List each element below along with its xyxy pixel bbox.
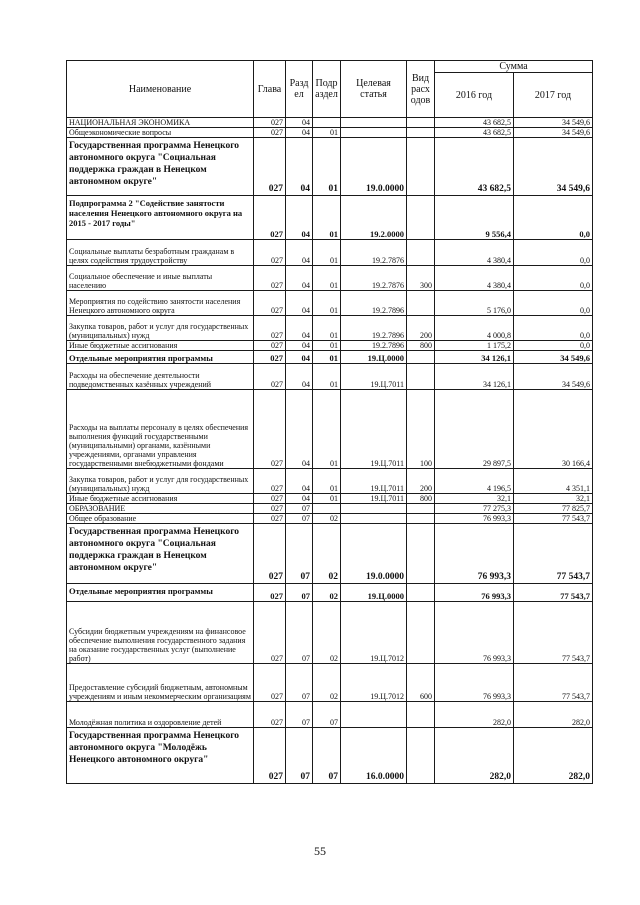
row-article: 19.2.7876	[341, 266, 407, 291]
row-2016: 1 175,2	[435, 341, 514, 351]
row-vid: 100	[407, 390, 435, 469]
row-glava: 027	[254, 196, 286, 240]
row-article	[341, 514, 407, 524]
row-article: 19.Ц.7011	[341, 364, 407, 390]
row-vid: 600	[407, 664, 435, 702]
row-article	[341, 504, 407, 514]
row-name: Закупка товаров, работ и услуг для государственных (муниципальных) нужд	[67, 469, 254, 494]
row-article: 19.2.7896	[341, 341, 407, 351]
row-podrazdel	[313, 504, 341, 514]
row-2017: 0,0	[514, 316, 593, 341]
row-glava: 027	[254, 390, 286, 469]
row-vid: 800	[407, 494, 435, 504]
row-2017: 77 825,7	[514, 504, 593, 514]
row-podrazdel: 01	[313, 469, 341, 494]
row-name: Отдельные мероприятия программы	[67, 351, 254, 364]
row-podrazdel: 01	[313, 390, 341, 469]
row-podrazdel: 01	[313, 291, 341, 316]
row-glava: 027	[254, 138, 286, 196]
row-2016: 4 196,5	[435, 469, 514, 494]
row-podrazdel: 01	[313, 364, 341, 390]
row-name: Мероприятия по содействию занятости населения Ненецкого автономного округа	[67, 291, 254, 316]
row-2016: 29 897,5	[435, 390, 514, 469]
row-article: 19.Ц.7012	[341, 602, 407, 664]
row-article: 19.2.7896	[341, 291, 407, 316]
table-row	[67, 728, 593, 784]
row-2016: 9 556,4	[435, 196, 514, 240]
row-vid	[407, 504, 435, 514]
row-razdel: 04	[286, 341, 313, 351]
row-glava: 027	[254, 664, 286, 702]
row-glava: 027	[254, 524, 286, 584]
row-2016: 5 176,0	[435, 291, 514, 316]
row-article: 19.Ц.0000	[341, 584, 407, 602]
row-2016: 77 275,3	[435, 504, 514, 514]
row-razdel: 04	[286, 118, 313, 128]
row-2016: 43 682,5	[435, 138, 514, 196]
header-razdel: Разд ел	[286, 61, 313, 118]
header-glava: Глава	[254, 61, 286, 118]
row-name: Расходы на обеспечение деятельности подведомственных казённых учреждений	[67, 364, 254, 390]
row-2017: 34 549,6	[514, 364, 593, 390]
row-name: Общее образование	[67, 514, 254, 524]
row-vid	[407, 602, 435, 664]
table-row	[67, 390, 593, 469]
row-2017: 77 543,7	[514, 524, 593, 584]
table-row	[67, 664, 593, 702]
row-article: 19.Ц.7011	[341, 390, 407, 469]
row-vid: 200	[407, 316, 435, 341]
table-row	[67, 138, 593, 196]
row-2017: 34 549,6	[514, 118, 593, 128]
row-2016: 4 380,4	[435, 266, 514, 291]
row-razdel: 04	[286, 291, 313, 316]
row-vid	[407, 702, 435, 728]
row-glava: 027	[254, 351, 286, 364]
row-glava: 027	[254, 602, 286, 664]
header-2017: 2017 год	[514, 73, 593, 118]
row-glava: 027	[254, 291, 286, 316]
row-name: ОБРАЗОВАНИЕ	[67, 504, 254, 514]
row-2017: 77 543,7	[514, 514, 593, 524]
row-glava: 027	[254, 341, 286, 351]
row-razdel: 04	[286, 196, 313, 240]
row-podrazdel: 02	[313, 524, 341, 584]
row-article: 19.0.0000	[341, 524, 407, 584]
row-name: Расходы на выплаты персоналу в целях обеспечения выполнения функций государственными (муниципальными) органами, казёнными учреждениями, органами управления государственными внебюджетными фондами	[67, 390, 254, 469]
row-podrazdel: 02	[313, 602, 341, 664]
row-name: Государственная программа Ненецкого автономного округа "Молодёжь Ненецкого автономного округа"	[67, 728, 254, 784]
row-razdel: 04	[286, 266, 313, 291]
row-razdel: 07	[286, 602, 313, 664]
row-name: Социальное обеспечение и иные выплаты населению	[67, 266, 254, 291]
row-vid	[407, 514, 435, 524]
row-podrazdel: 02	[313, 664, 341, 702]
row-glava: 027	[254, 316, 286, 341]
row-glava: 027	[254, 728, 286, 784]
table-row	[67, 524, 593, 584]
row-vid	[407, 351, 435, 364]
row-2017: 30 166,4	[514, 390, 593, 469]
row-2017: 282,0	[514, 728, 593, 784]
row-2017: 0,0	[514, 341, 593, 351]
row-vid	[407, 364, 435, 390]
row-podrazdel: 02	[313, 514, 341, 524]
row-2017: 32,1	[514, 494, 593, 504]
header-article: Целевая статья	[341, 61, 407, 118]
row-podrazdel: 07	[313, 702, 341, 728]
row-razdel: 07	[286, 728, 313, 784]
table-row	[67, 469, 593, 494]
row-razdel: 04	[286, 138, 313, 196]
row-2016: 34 126,1	[435, 364, 514, 390]
row-glava: 027	[254, 266, 286, 291]
row-razdel: 04	[286, 364, 313, 390]
row-podrazdel: 01	[313, 266, 341, 291]
row-2016: 282,0	[435, 728, 514, 784]
row-article: 19.Ц.0000	[341, 351, 407, 364]
row-2017: 0,0	[514, 291, 593, 316]
row-vid	[407, 138, 435, 196]
header-vid: Вид расх одов	[407, 61, 435, 118]
row-glava: 027	[254, 364, 286, 390]
row-name: Отдельные мероприятия программы	[67, 584, 254, 602]
row-2016: 43 682,5	[435, 128, 514, 138]
table-row	[67, 514, 593, 524]
row-razdel: 04	[286, 240, 313, 266]
row-razdel: 04	[286, 351, 313, 364]
row-name: Общеэкономические вопросы	[67, 128, 254, 138]
row-razdel: 07	[286, 524, 313, 584]
row-2016: 4 380,4	[435, 240, 514, 266]
table-row	[67, 118, 593, 128]
table-row	[67, 316, 593, 341]
row-razdel: 04	[286, 128, 313, 138]
row-podrazdel: 01	[313, 240, 341, 266]
row-name: Государственная программа Ненецкого автономного округа "Социальная поддержка граждан в Ненецком автономном округе"	[67, 524, 254, 584]
row-2016: 34 126,1	[435, 351, 514, 364]
table-row	[67, 602, 593, 664]
row-name: Молодёжная политика и оздоровление детей	[67, 702, 254, 728]
row-vid: 300	[407, 266, 435, 291]
row-razdel: 04	[286, 390, 313, 469]
row-name: НАЦИОНАЛЬНАЯ ЭКОНОМИКА	[67, 118, 254, 128]
row-podrazdel: 01	[313, 196, 341, 240]
row-article: 19.2.7896	[341, 316, 407, 341]
row-razdel: 07	[286, 504, 313, 514]
row-name: Субсидии бюджетным учреждениям на финансовое обеспечение выполнения государственного задания на оказание государственных услуг (выполнение работ)	[67, 602, 254, 664]
row-podrazdel: 07	[313, 728, 341, 784]
row-vid: 800	[407, 341, 435, 351]
row-article: 19.Ц.7011	[341, 469, 407, 494]
table-row	[67, 584, 593, 602]
row-article: 19.2.7876	[341, 240, 407, 266]
row-name: Иные бюджетные ассигнования	[67, 494, 254, 504]
row-article	[341, 118, 407, 128]
row-name: Иные бюджетные ассигнования	[67, 341, 254, 351]
row-vid	[407, 584, 435, 602]
table-row	[67, 364, 593, 390]
row-podrazdel: 01	[313, 138, 341, 196]
row-podrazdel: 01	[313, 494, 341, 504]
row-razdel: 07	[286, 584, 313, 602]
table-row	[67, 196, 593, 240]
row-podrazdel: 01	[313, 128, 341, 138]
row-vid	[407, 118, 435, 128]
row-vid	[407, 524, 435, 584]
row-razdel: 04	[286, 494, 313, 504]
row-podrazdel: 01	[313, 341, 341, 351]
row-article	[341, 128, 407, 138]
row-name: Предоставление субсидий бюджетным, автономным учреждениям и иным некоммерческим организациям	[67, 664, 254, 702]
row-podrazdel	[313, 118, 341, 128]
row-vid: 200	[407, 469, 435, 494]
header-sum: Сумма	[435, 61, 593, 73]
header-podrazdel: Подр аздел	[313, 61, 341, 118]
row-article: 19.Ц.7011	[341, 494, 407, 504]
row-vid	[407, 291, 435, 316]
table-body	[67, 118, 593, 784]
row-razdel: 07	[286, 514, 313, 524]
row-podrazdel: 02	[313, 584, 341, 602]
row-2017: 0,0	[514, 266, 593, 291]
row-name: Социальные выплаты безработным гражданам в целях содействия трудоустройству	[67, 240, 254, 266]
row-glava: 027	[254, 118, 286, 128]
header-2016: 2016 год	[435, 73, 514, 118]
table-row	[67, 504, 593, 514]
row-glava: 027	[254, 702, 286, 728]
row-2016: 32,1	[435, 494, 514, 504]
row-2017: 77 543,7	[514, 584, 593, 602]
row-glava: 027	[254, 240, 286, 266]
header-name: Наименование	[67, 61, 254, 118]
row-razdel: 04	[286, 316, 313, 341]
row-name: Закупка товаров, работ и услуг для государственных (муниципальных) нужд	[67, 316, 254, 341]
row-glava: 027	[254, 494, 286, 504]
row-2016: 76 993,3	[435, 584, 514, 602]
row-vid	[407, 240, 435, 266]
row-article: 19.2.0000	[341, 196, 407, 240]
table-row	[67, 351, 593, 364]
row-2016: 4 000,8	[435, 316, 514, 341]
row-2017: 34 549,6	[514, 351, 593, 364]
table-row	[67, 702, 593, 728]
row-2016: 76 993,3	[435, 524, 514, 584]
row-razdel: 07	[286, 702, 313, 728]
row-2016: 282,0	[435, 702, 514, 728]
row-glava: 027	[254, 504, 286, 514]
row-2017: 282,0	[514, 702, 593, 728]
row-vid	[407, 196, 435, 240]
row-2017: 34 549,6	[514, 138, 593, 196]
table-row	[67, 240, 593, 266]
row-2016: 76 993,3	[435, 602, 514, 664]
row-2017: 0,0	[514, 196, 593, 240]
row-2017: 0,0	[514, 240, 593, 266]
row-podrazdel: 01	[313, 316, 341, 341]
row-2017: 34 549,6	[514, 128, 593, 138]
row-vid	[407, 728, 435, 784]
row-article: 19.0.0000	[341, 138, 407, 196]
table-row	[67, 494, 593, 504]
budget-table	[66, 60, 593, 784]
row-article: 19.Ц.7012	[341, 664, 407, 702]
row-2016: 43 682,5	[435, 118, 514, 128]
page-number: 55	[314, 844, 326, 858]
row-article: 16.0.0000	[341, 728, 407, 784]
row-glava: 027	[254, 584, 286, 602]
row-2016: 76 993,3	[435, 664, 514, 702]
row-razdel: 07	[286, 664, 313, 702]
row-vid	[407, 128, 435, 138]
row-name: Государственная программа Ненецкого автономного округа "Социальная поддержка граждан в Ненецком автономном округе"	[67, 138, 254, 196]
row-2016: 76 993,3	[435, 514, 514, 524]
row-razdel: 04	[286, 469, 313, 494]
table-row	[67, 128, 593, 138]
row-2017: 4 351,1	[514, 469, 593, 494]
table-row	[67, 266, 593, 291]
row-glava: 027	[254, 128, 286, 138]
row-2017: 77 543,7	[514, 602, 593, 664]
table-row	[67, 341, 593, 351]
row-2017: 77 543,7	[514, 664, 593, 702]
row-name: Подпрограмма 2 "Содействие занятости населения Ненецкого автономного округа на 2015 - 2017 годы"	[67, 196, 254, 240]
table-row	[67, 291, 593, 316]
row-article	[341, 702, 407, 728]
row-glava: 027	[254, 469, 286, 494]
row-glava: 027	[254, 514, 286, 524]
row-podrazdel: 01	[313, 351, 341, 364]
